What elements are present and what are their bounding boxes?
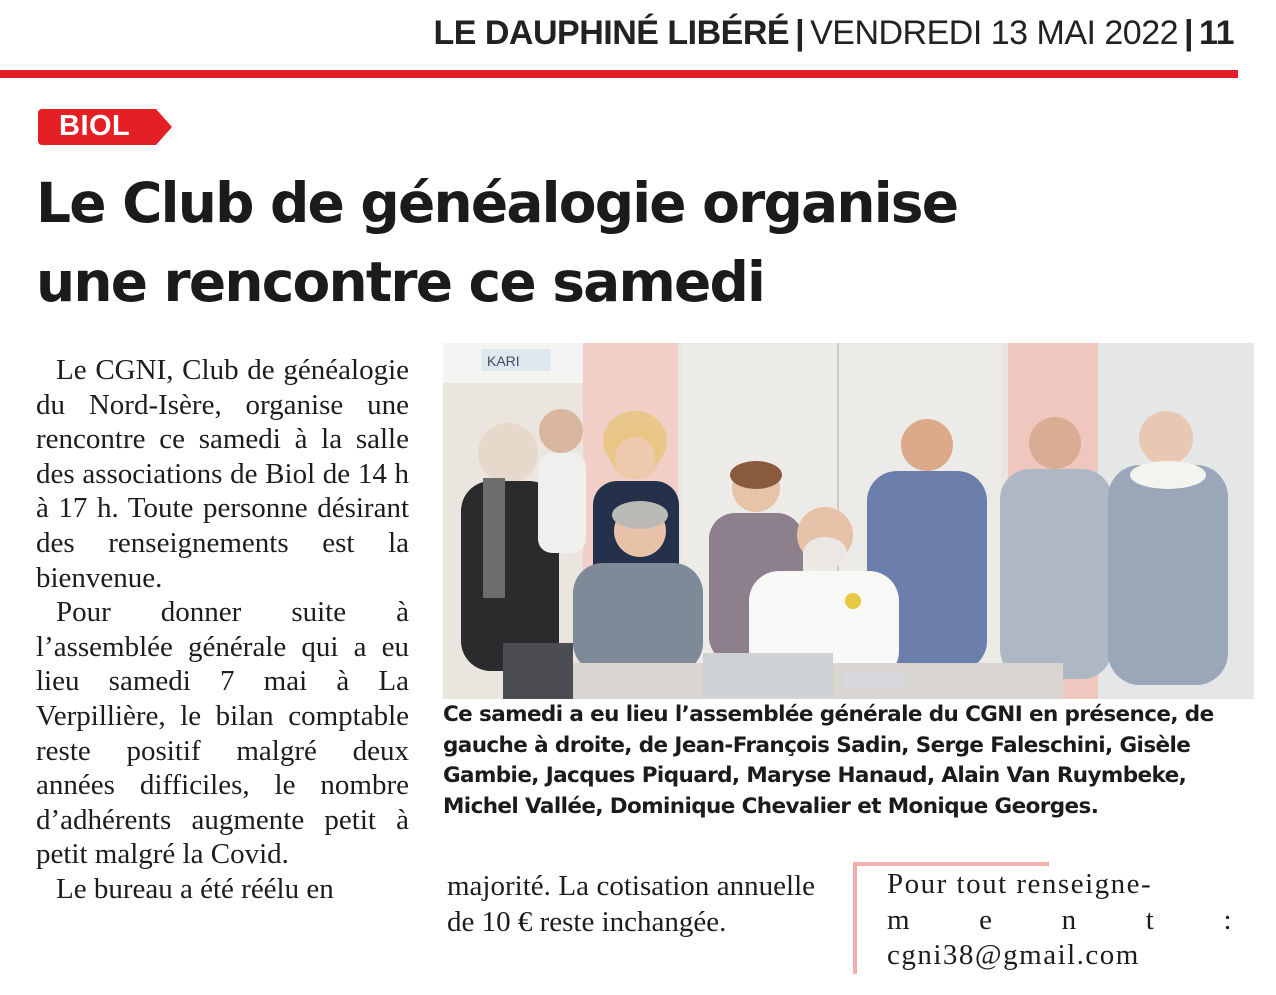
contact-letter: m — [887, 903, 912, 936]
photo-caption: Ce samedi a eu lieu l’assemblée générale du CGNI en présence, de gauche à droite, de Jean-François Sadin, Serge Faleschini, Gisèle Gambie, Jacques Piquard, Maryse Hanaud, Alain Van Ruymbeke, Michel Vallée, Dominique Chevalier et Monique Georges. — [443, 702, 1214, 819]
page-header — [433, 14, 1234, 53]
body-paragraph: Le CGNI, Club de généalogie du Nord-Isère, organise une rencontre ce samedi à la salle des associations de Biol de 14 h à 17 h. Toute personne désirant des renseignements est la bienvenue. — [36, 354, 409, 594]
box-left-rule — [853, 862, 857, 974]
page-number: 11 — [1199, 14, 1234, 52]
photo-sign-text: KARI — [487, 353, 520, 369]
headline-line-1: Le Club de généalogie organise — [36, 171, 958, 235]
issue-date: VENDREDI 13 MAI 2022 — [810, 14, 1179, 52]
contact-info-box — [853, 862, 1233, 974]
contact-letter: : — [1223, 903, 1233, 936]
body-paragraph: Pour donner suite à l’assemblée générale qui a eu lieu samedi 7 mai à La Verpillière, le bilan comptable reste positif malgré deux années difficiles, le nombre d’adhérents augmente petit à petit malgré la Covid. — [36, 596, 409, 871]
contact-letter: t — [1145, 903, 1156, 936]
group-photo-illustration — [443, 343, 1254, 699]
box-top-rule — [853, 862, 1049, 866]
contact-email[interactable]: cgni38@gmail.com — [887, 939, 1140, 971]
article-body-column-2: majorité. La cotisation annuelle de 10 € reste inchangée. — [447, 870, 815, 938]
contact-line-2 — [887, 903, 1233, 939]
newspaper-name: LE DAUPHINÉ LIBÉRÉ — [433, 14, 790, 52]
article-body-column-1 — [36, 353, 409, 907]
contact-letter: n — [1061, 903, 1078, 936]
group-photo — [443, 343, 1254, 699]
person-back-2 — [538, 409, 586, 553]
header-red-rule — [0, 70, 1238, 78]
header-separator: | — [795, 14, 805, 52]
location-kicker — [38, 109, 172, 145]
body-paragraph: Le bureau a été réélu en — [56, 872, 334, 905]
article-headline — [36, 164, 1216, 322]
contact-line-1: Pour tout renseigne- — [887, 868, 1153, 900]
contact-text — [887, 867, 1233, 974]
kicker-label: BIOL — [59, 110, 131, 142]
headline-line-2: une rencontre ce samedi — [36, 250, 765, 314]
contact-letter: e — [979, 903, 994, 936]
header-separator-2: | — [1184, 14, 1194, 52]
